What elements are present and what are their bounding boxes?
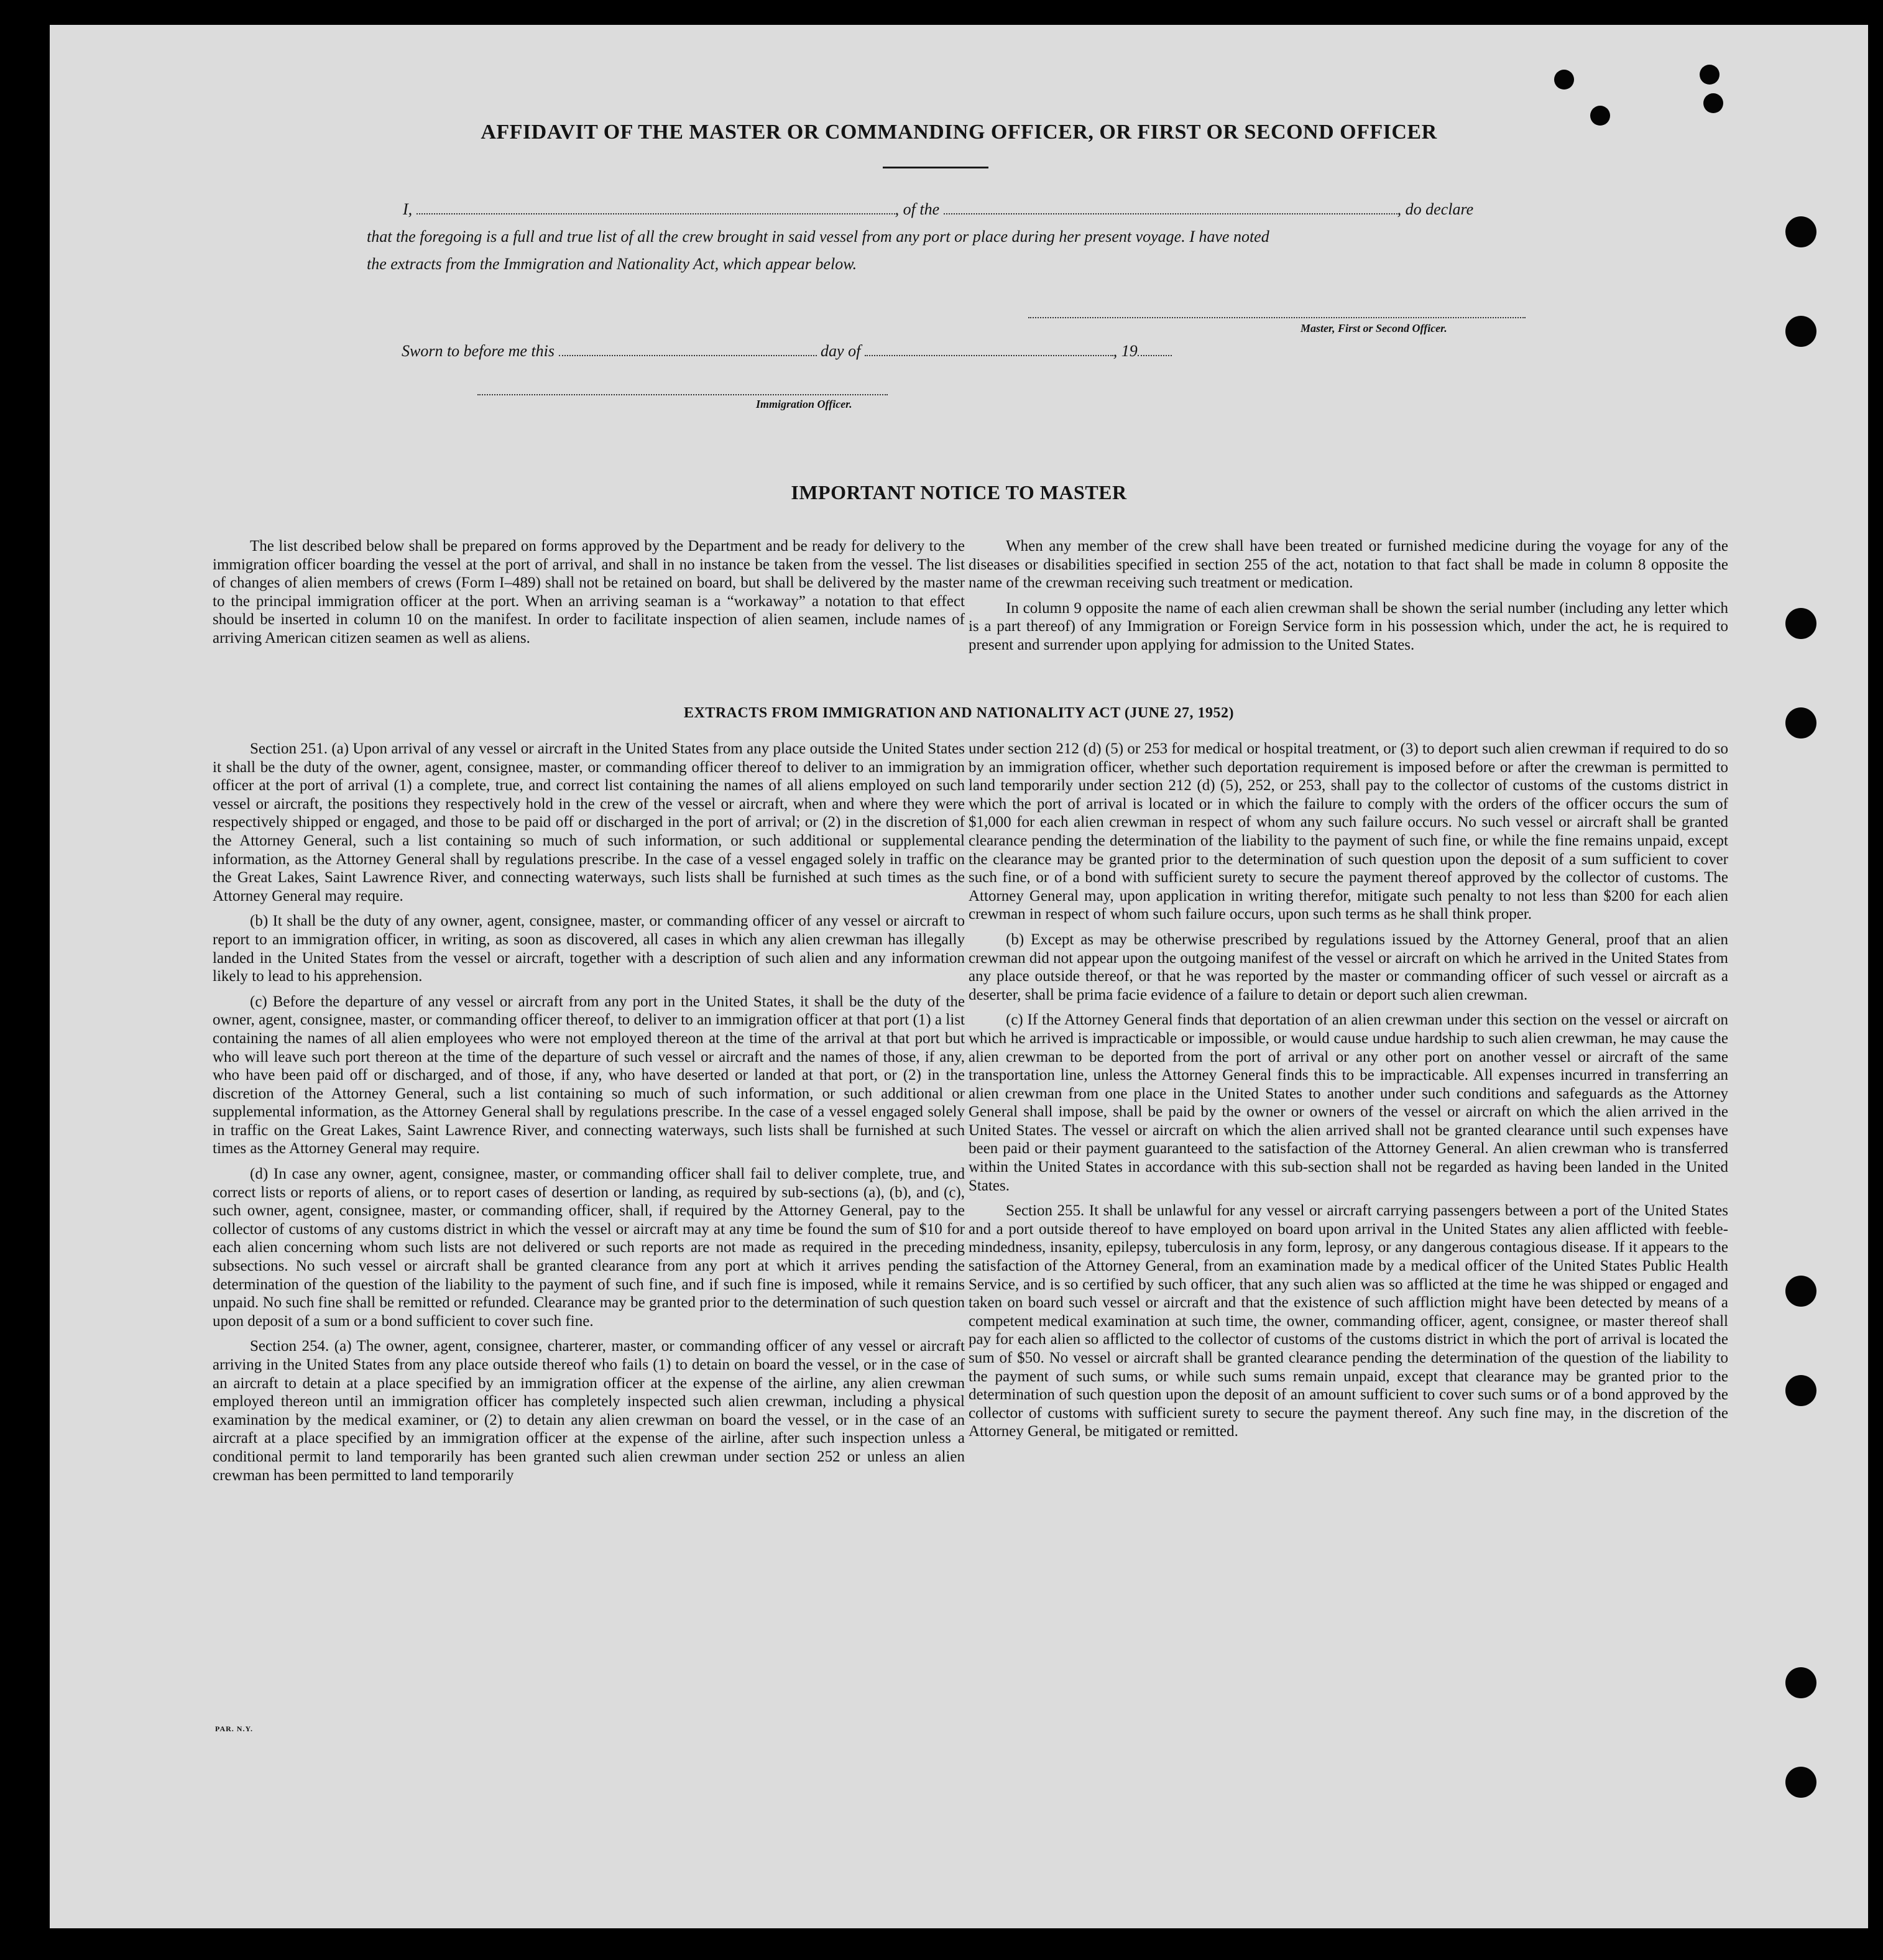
affidavit-declare-label: , do declare: [1397, 200, 1474, 218]
notice-paragraph: The list described below shall be prepared on forms approved by the Department and be ready for delivery to the immigration officer boarding the vessel at the port of arrival, and shall in no instance be taken from the vessel. The list of changes of alien members of crews (Form I–489) shall not be retained on board, but shall be delivered by the master to the principal immigration officer at the port. When an arriving seaman is a “workaway” a notation to that effect should be inserted in column 10 on the manifest. In order to facilitate inspection of alien seamen, include names of arriving American citizen seamen as well as aliens.: [213, 538, 965, 646]
sworn-day-blank[interactable]: [559, 343, 817, 356]
notice-left-column: [213, 537, 965, 655]
punch-hole-right-2: [1785, 316, 1816, 347]
master-signature-line[interactable]: [1028, 317, 1526, 318]
punch-hole-right-5: [1785, 1276, 1816, 1307]
extracts-right-column: [969, 740, 1728, 1448]
section-254-a-continued: under section 212 (d) (5) or 253 for medical or hospital treatment, or (3) to deport such alien crewman if required to do so by an immigration officer, whether such deportation requirement is imposed before or after the crewman is permitted to land temporarily under section 212 (d) (5), 252, or 253, shall pay to the collector of customs of the customs district in which the port of arrival is located or in which the failure to comply with the orders of the officer occurs the sum of $1,000 for each alien crewman in respect of whom any such failure occurs. No such vessel or aircraft shall be granted clearance pending the determination of the liability to the payment of such fine, or while the fine remains unpaid, except the clearance may be granted prior to the determination of such question upon the deposit of a sum sufficient to cover such fine, or of a bond with sufficient surety to secure the payment thereof approved by the collector of customs. The Attorney General may, upon application in writing therefor, mitigate such penalty to not less than $200 for each alien crewman in respect of whom such failure occurs, upon such terms as he shall think proper.: [969, 740, 1728, 923]
officer-signature-label: Immigration Officer.: [756, 398, 852, 410]
sworn-label: Sworn to before me this: [402, 342, 555, 360]
extracts-left-column: [213, 740, 965, 1491]
vessel-blank-field[interactable]: [944, 201, 1397, 214]
punch-hole-top-4: [1703, 93, 1723, 113]
year-prefix-label: , 19: [1113, 342, 1138, 360]
section-251-c: (c) Before the departure of any vessel or aircraft from any port in the United States, it shall be the duty of the owner, agent, consignee, master, or commanding officer thereof, to deliver to an immigration officer at that port (1) a list containing the names of all alien employees who were not employed thereon at the time of the arrival at that port but who will leave such port thereon at the time of the departure of such vessel or aircraft and the names of those, if any, who have been paid off or discharged, and of those, if any, who have deserted or landed at that port, or (2) in the discretion of the Attorney General, such a list containing so much of such information, or such additional or supplemental information, as the Attorney General shall by regulations prescribe. In the case of a vessel engaged solely in traffic on the Great Lakes, Saint Lawrence River, and connecting waterways, such lists shall be furnished at such times as the Attorney General may require.: [213, 993, 965, 1157]
notice-right-column: [969, 537, 1728, 661]
document-page: [50, 25, 1868, 1928]
affidavit-title: AFFIDAVIT OF THE MASTER OR COMMANDING OFFICER, OR FIRST OR SECOND OFFICER: [481, 121, 1437, 144]
title-underline: [883, 167, 988, 168]
extracts-title: EXTRACTS FROM IMMIGRATION AND NATIONALITY ACT (JUNE 27, 1952): [684, 705, 1234, 721]
notice-title: IMPORTANT NOTICE TO MASTER: [791, 481, 1127, 504]
master-signature-label: Master, First or Second Officer.: [1301, 322, 1447, 334]
affidavit-declaration-line: [403, 200, 1473, 219]
punch-hole-right-6: [1785, 1375, 1816, 1406]
officer-signature-line[interactable]: [477, 394, 888, 395]
day-of-label: day of: [821, 342, 861, 360]
punch-hole-right-7: [1785, 1667, 1816, 1698]
section-251-d: (d) In case any owner, agent, consignee, master, or commanding officer shall fail to deliver complete, true, and correct lists or reports of aliens, or to report cases of desertion or landing, as required by sub-sections (a), (b), and (c), such owner, agent, consignee, master, or commanding officer, shall, if required by the Attorney General, pay to the collector of customs of any customs district in which the vessel or aircraft may at any time be found the sum of $10 for each alien concerning whom such lists are not delivered or such reports are not made as required in the preceding subsections. No such vessel or aircraft shall be granted clearance from any port at which it arrives pending the determination of the question of the liability to the payment of such fine, and if such fine is imposed, while it remains unpaid. No such fine shall be remitted or refunded. Clearance may be granted prior to the determination of such question upon deposit of a sum or a bond sufficient to cover such fine.: [213, 1166, 965, 1330]
affidavit-i-label: I,: [403, 200, 413, 218]
sworn-year-blank[interactable]: [1138, 343, 1172, 356]
section-251-a: Section 251. (a) Upon arrival of any vessel or aircraft in the United States from any place outside the United States it shall be the duty of the owner, agent, consignee, master, or commanding officer thereof to deliver to an immigration officer at the port of arrival (1) a complete, true, and correct list containing the names of all aliens employed on such vessel or aircraft, the positions they respectively hold in the crew of the vessel or aircraft, when and where they were respectively shipped or engaged, and those to be paid off or discharged in the port of arrival; or (2) in the discretion of the Attorney General, such a list containing so much of such information, or such additional or supplemental information, as the Attorney General shall by regulations prescribe. In the case of a vessel engaged solely in traffic on the Great Lakes, Saint Lawrence River, and connecting waterways, such lists shall be furnished at such times as the Attorney General may require.: [213, 740, 965, 904]
name-blank-field[interactable]: [417, 201, 895, 214]
punch-hole-top-3: [1700, 65, 1720, 85]
affidavit-of-the-label: , of the: [895, 200, 940, 218]
printer-mark: PAR. N.Y.: [215, 1724, 254, 1733]
punch-hole-right-1: [1785, 216, 1816, 247]
notice-paragraph: When any member of the crew shall have been treated or furnished medicine during the voyage for any of the diseases or disabilities specified in section 255 of the act, notation to that fact shall be made in column 8 opposite the name of the crewman receiving such treatment or medication.: [969, 538, 1728, 592]
sworn-line: [402, 342, 1172, 361]
section-254-c: (c) If the Attorney General finds that deportation of an alien crewman under this section on the vessel or aircraft on which he arrived is impracticable or impossible, or would cause undue hardship to such alien crewman, he may cause the alien crewman to be deported from the port of arrival or any other port on another vessel or aircraft of the same transportation line, unless the Attorney General finds this to be impracticable. All expenses incurred in transferring an alien crewman from one place in the United States to another under such conditions and safeguards as the Attorney General shall impose, shall be paid by the owner or owners of the vessel or aircraft on which the alien arrived in the United States. The vessel or aircraft on which the alien arrived shall not be granted clearance until such expenses have been paid or their payment guaranteed to the satisfaction of the Attorney General. An alien crewman who is transferred within the United States in accordance with this sub-section shall not be regarded as having been landed in the United States.: [969, 1011, 1728, 1194]
punch-hole-right-8: [1785, 1767, 1816, 1798]
affidavit-text-line-3: the extracts from the Immigration and Nationality Act, which appear below.: [367, 255, 857, 273]
section-254-a: Section 254. (a) The owner, agent, consignee, charterer, master, or commanding officer of any vessel or aircraft arriving in the United States from any place outside thereof who fails (1) to detain on board the vessel, or in the case of an aircraft to detain at a place specified by an immigration officer at the expense of the airline, any alien crewman employed thereon until an immigration officer has completely inspected such alien crewman, including a physical examination by the medical examiner, or (2) to detain any alien crewman on board the vessel, or in the case of an aircraft at a place specified by an immigration officer at the expense of the airline, after such inspection unless a conditional permit to land temporarily has been granted such alien crewman under section 252 or unless an alien crewman has been permitted to land temporarily: [213, 1338, 965, 1484]
section-255: Section 255. It shall be unlawful for any vessel or aircraft carrying passengers between a port of the United States and a port outside thereof to have employed on board upon arrival in the United States any alien afflicted with feeble-mindedness, insanity, epilepsy, tuberculosis in any form, leprosy, or any dangerous contagious disease. If it appears to the satisfaction of the Attorney General, from an examination made by a medical officer of the United States Public Health Service, and is so certified by such officer, that any such alien was so afflicted at the time he was shipped or engaged and taken on board such vessel or aircraft and that the existence of such affliction might have been detected by means of a competent medical examination at such time, the owner, commanding officer, agent, consignee, or master thereof shall pay for each alien so afflicted to the collector of customs of the customs district in which the port of arrival is located the sum of $50. No vessel or aircraft shall be granted clearance pending the determination of the question of the liability to the payment of such sums, or while such sums remain unpaid, except that clearance may be granted prior to the determination of such question upon the deposit of an amount sufficient to cover such sums or of a bond approved by the collector of customs with sufficient surety to secure the payment thereof. Any such fine may, in the discretion of the Attorney General, be mitigated or remitted.: [969, 1202, 1728, 1440]
section-251-b: (b) It shall be the duty of any owner, agent, consignee, master, or commanding officer of any vessel or aircraft to report to an immigration officer, in writing, as soon as discovered, all cases in which any alien crewman has illegally landed in the United States from the vessel or aircraft, together with a description of such alien and any information likely to lead to his apprehension.: [213, 913, 965, 985]
punch-hole-right-3: [1785, 608, 1816, 639]
sworn-month-blank[interactable]: [865, 343, 1113, 356]
affidavit-text-line-2: that the foregoing is a full and true list of all the crew brought in said vessel from any port or place during her present voyage. I have noted: [367, 228, 1269, 246]
notice-paragraph: In column 9 opposite the name of each alien crewman shall be shown the serial number (including any letter which is a part thereof) of any Immigration or Foreign Service form in his possession which, under the act, he is required to present and surrender upon applying for admission to the United States.: [969, 599, 1728, 653]
section-254-b: (b) Except as may be otherwise prescribed by regulations issued by the Attorney General, proof that an alien crewman did not appear upon the outgoing manifest of the vessel or aircraft on which he arrived in the United States from any place outside thereof, or that he was reported by the master or commanding officer of such vessel or aircraft as a deserter, shall be prima facie evidence of a failure to detain or deport such alien crewman.: [969, 931, 1728, 1003]
punch-hole-top-1: [1554, 70, 1574, 90]
